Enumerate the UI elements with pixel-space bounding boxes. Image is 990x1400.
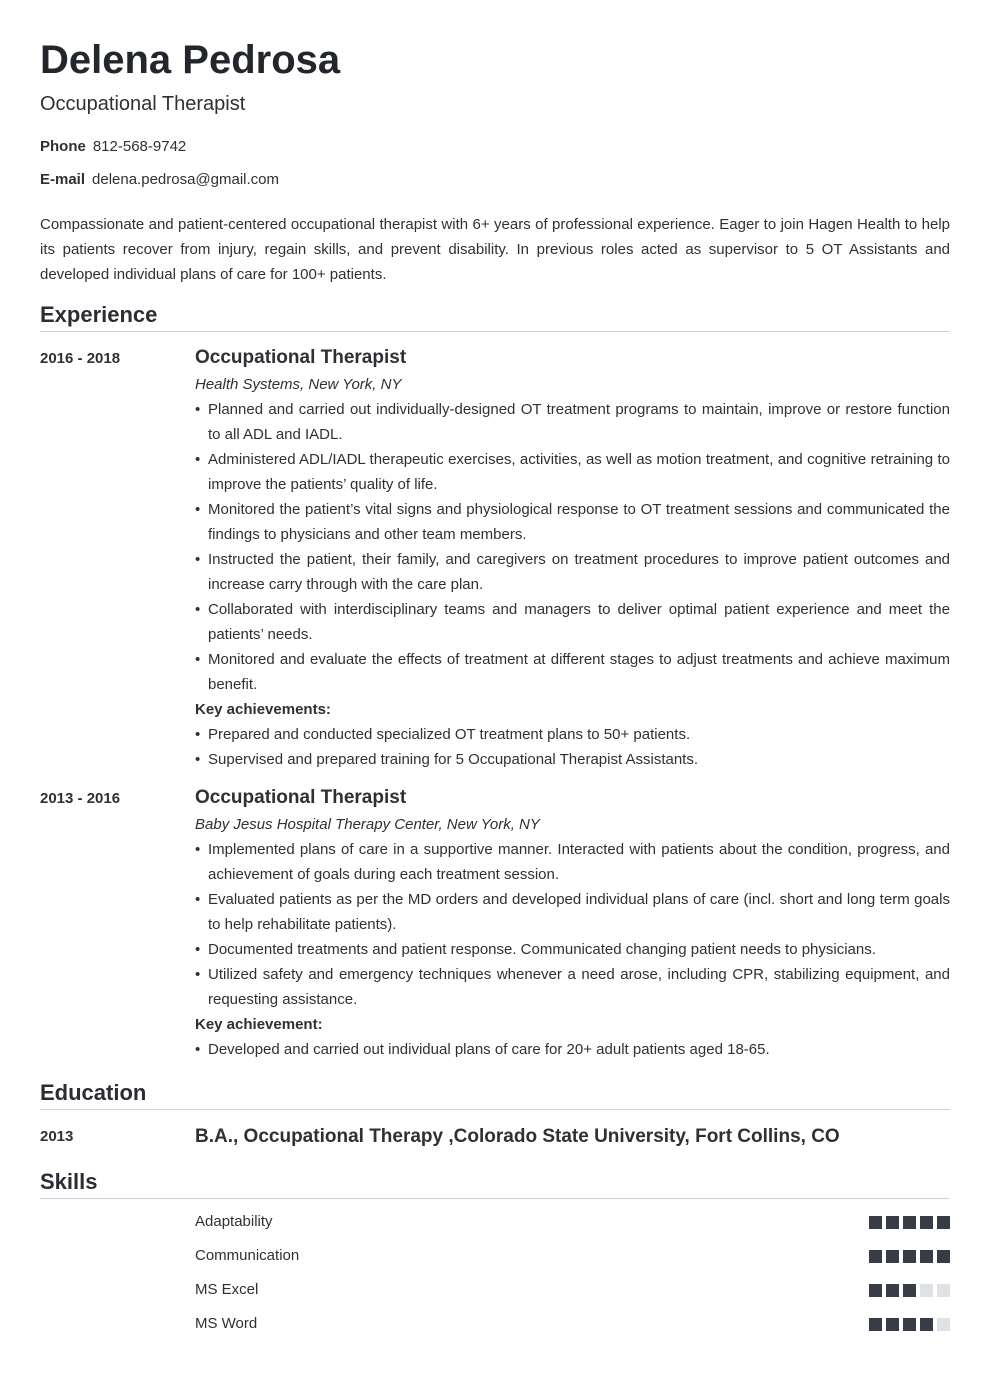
candidate-title: Occupational Therapist — [40, 93, 246, 115]
skill-row — [195, 1212, 950, 1232]
job-2-achievements-label: Key achievement: — [195, 1016, 323, 1033]
job-2-duties — [195, 837, 950, 1012]
experience-heading: Experience — [40, 302, 950, 332]
skill-name: Adaptability — [195, 1213, 273, 1230]
rating-square-filled — [886, 1284, 899, 1297]
list-item: • Planned and carried out individually-designed OT treatment programs to maintain, improve or restore function to all ADL and IADL. — [195, 401, 950, 443]
job-2 — [195, 786, 950, 1062]
list-item: • Prepared and conducted specialized OT treatment plans to 50+ patients. — [195, 726, 691, 743]
rating-square-empty — [937, 1284, 950, 1297]
rating-square-filled — [886, 1318, 899, 1331]
skill-rating — [865, 1216, 950, 1229]
rating-square-empty — [920, 1284, 933, 1297]
rating-square-filled — [886, 1216, 899, 1229]
job-1-achievements — [195, 722, 950, 772]
rating-square-filled — [903, 1284, 916, 1297]
skill-name: MS Excel — [195, 1281, 259, 1298]
list-item: • Developed and carried out individual plans of care for 20+ adult patients aged 18-65. — [195, 1041, 770, 1058]
rating-square-filled — [903, 1318, 916, 1331]
job-1-company: Health Systems, New York, NY — [195, 376, 402, 393]
list-item: • Implemented plans of care in a supportive manner. Interacted with patients about the condition, progress, and achievement of goals during each treatment session. — [195, 841, 950, 883]
list-item: • Documented treatments and patient response. Communicated changing patient needs to physicians. — [195, 941, 876, 958]
skill-name: Communication — [195, 1247, 300, 1264]
skill-row — [195, 1280, 950, 1300]
rating-square-filled — [869, 1216, 882, 1229]
job-1 — [195, 346, 950, 772]
list-item: • Monitored and evaluate the effects of treatment at different stages to adjust treatments and achieve maximum benefit. — [195, 651, 950, 693]
job-1-duties — [195, 397, 950, 697]
rating-square-filled — [869, 1284, 882, 1297]
email-label: E-mail — [40, 171, 86, 188]
rating-square-filled — [920, 1250, 933, 1263]
phone-label: Phone — [40, 138, 86, 155]
rating-square-filled — [920, 1216, 933, 1229]
rating-square-filled — [903, 1250, 916, 1263]
job-2-dates: 2013 - 2016 — [40, 790, 121, 807]
job-1-title: Occupational Therapist — [195, 347, 407, 368]
skill-rating — [865, 1284, 950, 1297]
skill-rating — [865, 1250, 950, 1263]
education-degree: B.A., Occupational Therapy ,Colorado State University, Fort Collins, CO — [195, 1126, 840, 1147]
rating-square-filled — [869, 1250, 882, 1263]
candidate-name: Delena Pedrosa — [40, 38, 341, 82]
rating-square-filled — [920, 1318, 933, 1331]
skill-name: MS Word — [195, 1315, 258, 1332]
skill-rating — [865, 1318, 950, 1331]
rating-square-filled — [903, 1216, 916, 1229]
job-2-company: Baby Jesus Hospital Therapy Center, New York, NY — [195, 816, 540, 833]
list-item: • Instructed the patient, their family, and caregivers on treatment procedures to improve patient outcomes and increase carry through with the care plan. — [195, 551, 950, 593]
rating-square-empty — [937, 1318, 950, 1331]
rating-square-filled — [937, 1216, 950, 1229]
list-item: • Evaluated patients as per the MD orders and developed individual plans of care (incl. short and long term goals to help rehabilitate patients). — [195, 891, 950, 933]
job-2-achievements — [195, 1037, 950, 1062]
job-1-dates: 2016 - 2018 — [40, 350, 121, 367]
rating-square-filled — [937, 1250, 950, 1263]
email-row — [40, 170, 279, 190]
list-item: • Monitored the patient’s vital signs and physiological response to OT treatment sessions and communicated the findings to physicians and other team members. — [195, 501, 950, 543]
phone-value: 812-568-9742 — [92, 138, 187, 155]
rating-square-filled — [869, 1318, 882, 1331]
list-item: • Administered ADL/IADL therapeutic exercises, activities, as well as motion treatment, and cognitive retraining to improve the patients’ quality of life. — [195, 451, 950, 493]
skills-heading: Skills — [40, 1169, 950, 1199]
job-2-title: Occupational Therapist — [195, 787, 407, 808]
skill-row — [195, 1314, 950, 1334]
job-1-achievements-label: Key achievements: — [195, 701, 331, 718]
summary-paragraph: Compassionate and patient-centered occupational therapist with 6+ years of professional experience. Eager to join Hagen Health to help its patients recover from injury, regain skills, and prevent disability. In previous roles acted as supervisor to 5 OT Assistants and developed individual plans of care for 100+ patients. — [40, 216, 950, 283]
education-heading: Education — [40, 1080, 950, 1110]
education-year: 2013 — [40, 1128, 74, 1145]
phone-row — [40, 137, 186, 157]
list-item: • Utilized safety and emergency techniques whenever a need arose, including CPR, stabilizing equipment, and requesting assistance. — [195, 966, 950, 1008]
list-item: • Collaborated with interdisciplinary teams and managers to deliver optimal patient experience and meet the patients’ needs. — [195, 601, 950, 643]
rating-square-filled — [886, 1250, 899, 1263]
email-value[interactable]: delena.pedrosa@gmail.com — [92, 171, 280, 188]
list-item: • Supervised and prepared training for 5 Occupational Therapist Assistants. — [195, 751, 699, 768]
skill-row — [195, 1246, 950, 1266]
